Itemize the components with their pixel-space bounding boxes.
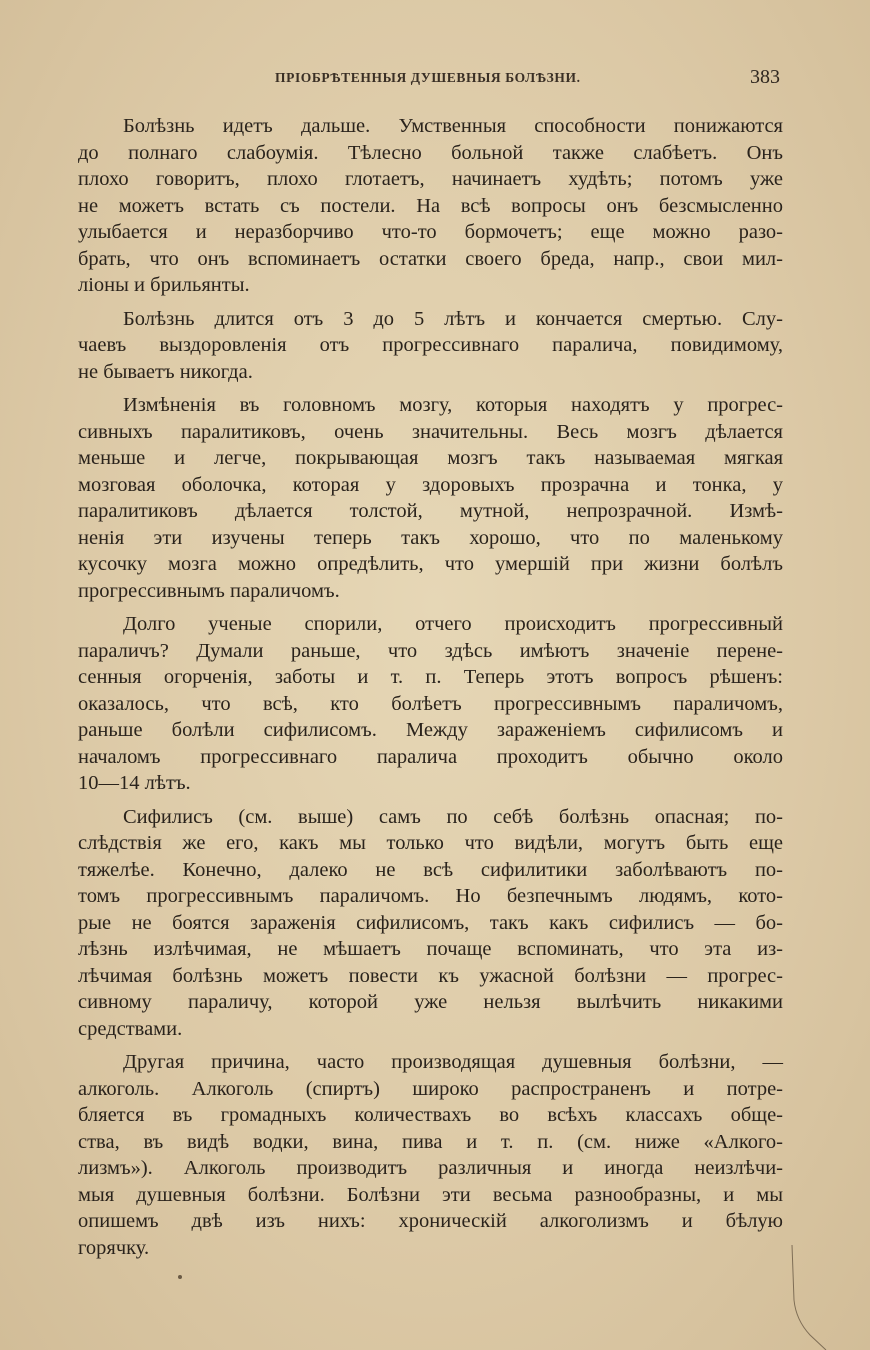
text-line: алкоголь. Алкоголь (спиртъ) широко распространенъ и потре- bbox=[78, 1077, 783, 1100]
text-line: слѣдствія же его, какъ мы только что видѣли, могутъ быть еще bbox=[78, 832, 783, 854]
text-line: мозговая оболочка, которая у здоровыхъ прозрачна и тонка, у bbox=[78, 473, 783, 496]
text-line: брать, что онъ вспоминаетъ остатки своего бреда, напр., свои мил- bbox=[78, 247, 783, 270]
text-line: улыбается и неразборчиво что-то бормочетъ; еще можно разо- bbox=[78, 221, 783, 243]
text-line: ства, въ видѣ водки, вина, пива и т. п. (см. ниже «Алкого- bbox=[78, 1130, 783, 1153]
text-line: Болѣзнь длится отъ 3 до 5 лѣтъ и кончается смертью. Слу- bbox=[123, 307, 783, 330]
text-line: ненія эти изучены теперь такъ хорошо, что по маленькому bbox=[78, 526, 783, 549]
text-line: рые не боятся зараженія сифилисомъ, такъ какъ сифилисъ — бо- bbox=[78, 911, 783, 934]
text-line: прогрессивнымъ параличомъ. bbox=[78, 579, 340, 602]
body-text bbox=[78, 113, 783, 1268]
text-line: тяжелѣе. Конечно, далеко не всѣ сифилитики заболѣваютъ по- bbox=[78, 858, 783, 881]
ink-speck bbox=[178, 1275, 182, 1279]
text-line: сивному параличу, которой уже нельзя вылѣчить никакими bbox=[78, 991, 783, 1013]
text-line: не можетъ встать съ постели. На всѣ вопросы онъ безсмысленно bbox=[78, 194, 783, 217]
running-title: ПРІОБРѢТЕННЫЯ ДУШЕВНЫЯ БОЛѢЗНИ. bbox=[275, 70, 581, 85]
text-line: меньше и легче, покрывающая мозгъ такъ называемая мягкая bbox=[78, 447, 783, 469]
text-line: плохо говоритъ, плохо глотаетъ, начинаетъ худѣть; потомъ уже bbox=[78, 168, 783, 190]
paragraph bbox=[78, 1049, 783, 1261]
text-line: лѣчимая болѣзнь можетъ повести къ ужасной болѣзни — прогрес- bbox=[78, 964, 783, 987]
text-line: лизмъ»). Алкоголь производитъ различныя и иногда неизлѣчи- bbox=[78, 1157, 783, 1179]
text-line: Долго ученые спорили, отчего происходитъ прогрессивный bbox=[123, 613, 783, 635]
text-line: кусочку мозга можно опредѣлить, что умершій при жизни болѣлъ bbox=[78, 553, 783, 575]
text-line: Сифилисъ (см. выше) самъ по себѣ болѣзнь опасная; по- bbox=[123, 805, 783, 828]
text-line: Болѣзнь идетъ дальше. Умственныя способности понижаются bbox=[123, 115, 783, 137]
text-line: сенныя огорченія, заботы и т. п. Теперь этотъ вопросъ рѣшенъ: bbox=[78, 666, 783, 688]
text-line: паралитиковъ дѣлается толстой, мутной, непрозрачной. Измѣ- bbox=[78, 500, 783, 522]
text-line: началомъ прогрессивнаго паралича проходитъ обычно около bbox=[78, 745, 783, 768]
paragraph bbox=[78, 392, 783, 604]
text-line: лѣзнь излѣчимая, не мѣшаетъ почаще вспоминать, что эта из- bbox=[78, 938, 783, 960]
text-line: бляется въ громадныхъ количествахъ во всѣхъ классахъ обще- bbox=[78, 1104, 783, 1126]
paragraph bbox=[78, 611, 783, 797]
text-line: Другая причина, часто производящая душевныя болѣзни, — bbox=[123, 1051, 783, 1073]
text-line: горячку. bbox=[78, 1236, 150, 1259]
paragraph bbox=[78, 804, 783, 1043]
paragraph bbox=[78, 113, 783, 299]
margin-pencil-mark bbox=[790, 1240, 830, 1350]
text-line: раньше болѣли сифилисомъ. Между зараженіемъ сифилисомъ и bbox=[78, 719, 783, 741]
text-line: параличъ? Думали раньше, что здѣсь имѣютъ значеніе перене- bbox=[78, 639, 783, 662]
text-line: ліоны и брильянты. bbox=[78, 274, 250, 296]
text-line: до полнаго слабоумія. Тѣлесно больной также слабѣетъ. Онъ bbox=[78, 141, 783, 164]
text-line: средствами. bbox=[78, 1017, 183, 1040]
text-line: не бываетъ никогда. bbox=[78, 360, 253, 383]
text-line: мыя душевныя болѣзни. Болѣзни эти весьма разнообразны, и мы bbox=[78, 1183, 783, 1206]
text-line: Измѣненія въ головномъ мозгу, которыя находятъ у прогрес- bbox=[123, 394, 783, 416]
text-line: сивныхъ паралитиковъ, очень значительны. Весь мозгъ дѣлается bbox=[78, 420, 783, 443]
text-line: чаевъ выздоровленія отъ прогрессивнаго паралича, повидимому, bbox=[78, 334, 783, 356]
text-line: 10—14 лѣтъ. bbox=[78, 772, 191, 794]
page-number: 383 bbox=[750, 66, 780, 88]
running-header bbox=[0, 68, 870, 92]
text-line: опишемъ двѣ изъ нихъ: хроническій алкоголизмъ и бѣлую bbox=[78, 1210, 783, 1232]
text-line: томъ прогрессивнымъ параличомъ. Но безпечнымъ людямъ, кото- bbox=[78, 885, 783, 907]
paragraph bbox=[78, 306, 783, 386]
text-line: оказалось, что всѣ, кто болѣетъ прогрессивнымъ параличомъ, bbox=[78, 692, 783, 715]
